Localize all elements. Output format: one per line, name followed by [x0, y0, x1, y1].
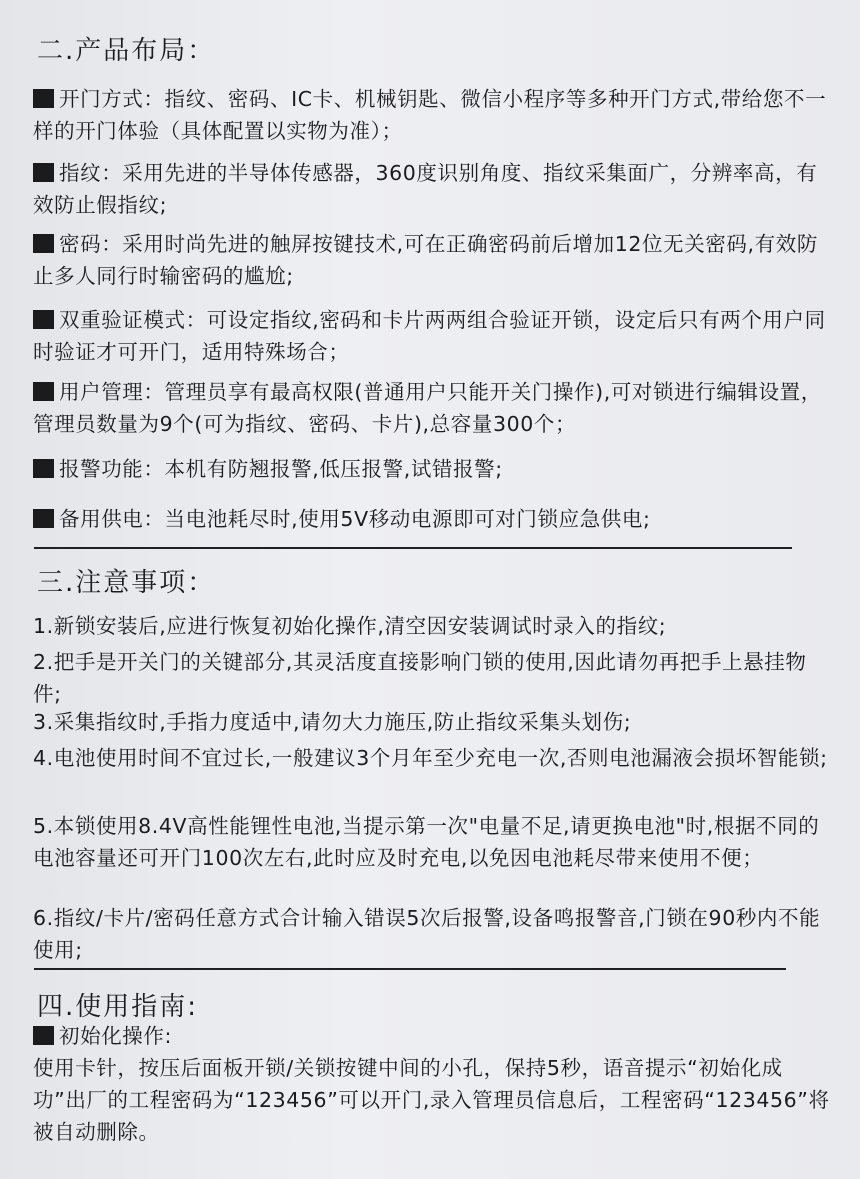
precaution-item: 4.电池使用时间不宜过长,一般建议3个月年至少充电一次,否则电池漏液会损坏智能锁;	[33, 746, 828, 770]
square-bullet-icon	[33, 234, 54, 253]
feature-text: ：管理员享有最高权限(普通用户只能开关门操作),可对锁进行编辑设置，管理员数量为9个(可为指纹、密码、卡片),总容量300个；	[33, 380, 822, 436]
feature-dual-verification	[33, 304, 833, 368]
feature-text: ：当电池耗尽时,使用5V移动电源即可对门锁应急供电;	[143, 507, 651, 531]
precaution-item: 5.本锁使用8.4V高性能锂性电池,当提示第一次"电量不足,请更换电池"时,根据不同的电池容量还可开门100次左右,此时应及时充电,以免因电池耗尽带来使用不便；	[33, 814, 820, 870]
square-bullet-icon	[33, 163, 54, 182]
feature-text: ：采用时尚先进的触屏按键技术,可在正确密码前后增加12位无关密码,有效防止多人同行时输密码的尴尬;	[33, 232, 818, 288]
guide-subtitle-text: 初始化操作:	[59, 1024, 173, 1048]
feature-title: 报警功能	[59, 457, 144, 481]
feature-user-management	[33, 376, 833, 440]
feature-title: 备用供电	[59, 507, 144, 531]
feature-title: 用户管理	[59, 380, 144, 404]
section-divider	[34, 968, 786, 970]
feature-alarm	[33, 453, 833, 485]
square-bullet-icon	[33, 1026, 54, 1045]
guide-init-instructions: 使用卡针，按压后面板开锁/关锁按键中间的小孔，保持5秒，语音提示“初始化成功”出厂的工程密码为“123456”可以开门,录入管理员信息后，工程密码“123456”将被自动删除。	[33, 1056, 830, 1144]
feature-title: 双重验证模式	[59, 308, 186, 332]
square-bullet-icon	[33, 310, 54, 329]
section-heading-usage-guide: 四.使用指南:	[37, 992, 199, 1022]
feature-text: ：指纹、密码、IC卡、机械钥匙、微信小程序等多种开门方式,带给您不一样的开门体验（具体配置以实物为准）；	[33, 87, 827, 143]
feature-title: 密码	[59, 232, 102, 256]
feature-title: 指纹	[59, 161, 102, 185]
guide-subtitle	[33, 1020, 833, 1052]
precaution-item: 1.新锁安装后,应进行恢复初始化操作,清空因安装调试时录入的指纹;	[33, 614, 667, 638]
feature-fingerprint	[33, 157, 833, 221]
feature-password	[33, 228, 833, 292]
feature-title: 开门方式	[59, 87, 144, 111]
feature-text: ：采用先进的半导体传感器，360度识别角度、指纹采集面广，分辨率高，有效防止假指纹;	[33, 161, 818, 217]
square-bullet-icon	[33, 459, 54, 478]
square-bullet-icon	[33, 89, 54, 108]
precaution-item: 6.指纹/卡片/密码任意方式合计输入错误5次后报警,设备鸣报警音,门锁在90秒内不能使用;	[33, 906, 821, 962]
square-bullet-icon	[33, 509, 54, 528]
feature-text: ：可设定指纹,密码和卡片两两组合验证开锁，设定后只有两个用户同时验证才可开门，适用特殊场合；	[33, 308, 826, 364]
precaution-item: 2.把手是开关门的关键部分,其灵活度直接影响门锁的使用,因此请勿再把手上悬挂物件;	[33, 650, 807, 706]
section-divider	[34, 547, 792, 549]
feature-backup-power	[33, 503, 833, 535]
square-bullet-icon	[33, 382, 54, 401]
precaution-item: 3.采集指纹时,手指力度适中,请勿大力施压,防止指纹采集头划伤;	[33, 710, 632, 734]
section-heading-precautions: 三.注意事项：	[37, 568, 216, 598]
section-heading-product-layout: 二.产品布局：	[37, 36, 216, 66]
feature-unlock-methods	[33, 83, 833, 147]
feature-text: ：本机有防翘报警,低压报警,试错报警;	[143, 457, 503, 481]
